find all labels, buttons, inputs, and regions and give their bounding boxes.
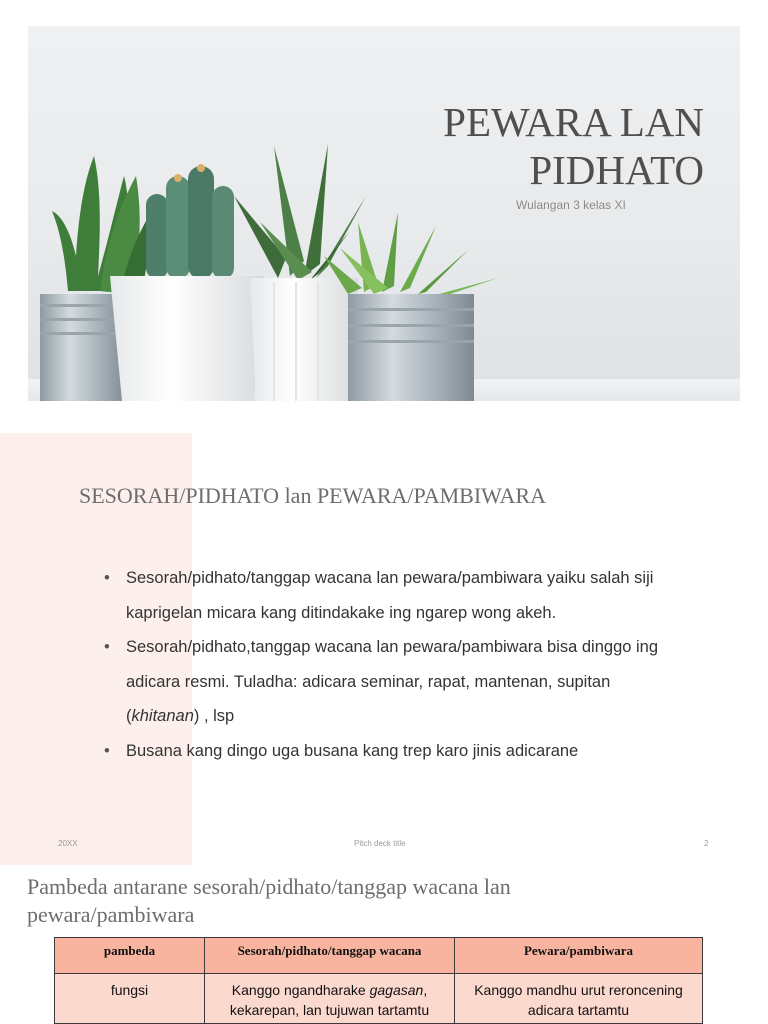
- table-header-cell: pambeda: [55, 938, 205, 974]
- bullet-item: [104, 734, 684, 769]
- bullet-italic-text: khitanan: [131, 707, 194, 725]
- content-slide: [0, 433, 768, 865]
- slide-title: [443, 98, 704, 194]
- table-cell: Kanggo mandhu urut reroncening adicara tartamtu: [455, 974, 703, 1024]
- slide-heading: Pambeda antarane sesorah/pidhato/tanggap wacana lan pewara/pambiwara: [27, 874, 511, 927]
- cactus-plant-2: [146, 164, 234, 279]
- aloe-plant: [234, 144, 366, 280]
- cell-italic-text: gagasan: [369, 982, 424, 998]
- cactus-plant-1: [52, 156, 148, 296]
- table-cell: [205, 974, 455, 1024]
- footer-page-number: 2: [704, 839, 709, 848]
- bullet-text-after: ) , lsp: [193, 707, 235, 725]
- bullet-item: [104, 561, 684, 630]
- slide-title-line-2: PIDHATO: [529, 147, 704, 193]
- table-cell: fungsi: [55, 974, 205, 1024]
- table-row: [55, 974, 703, 1024]
- table-slide: [0, 865, 768, 1024]
- bullet-list: [104, 561, 684, 768]
- slide-subtitle: Wulangan 3 kelas XI: [516, 198, 626, 212]
- footer-deck-title: Pitch deck title: [354, 839, 406, 848]
- table-header-cell: Sesorah/pidhato/tanggap wacana: [205, 938, 455, 974]
- slide-heading: SESORAH/PIDHATO lan PEWARA/PAMBIWARA: [79, 483, 546, 508]
- bullet-text: Busana kang dingo uga busana kang trep karo jinis adicarane: [126, 741, 579, 760]
- title-slide: [28, 26, 740, 401]
- bullet-text: Sesorah/pidhato,tanggap wacana lan pewara/pambiwara bisa dinggo ing adicara resmi. Tuladha: adicara seminar, rapat, mantenan, supitan (: [126, 638, 659, 725]
- table-header-row: [55, 938, 703, 974]
- white-pot-1: [110, 276, 264, 401]
- table-header-cell: Pewara/pambiwara: [455, 938, 703, 974]
- comparison-table: [54, 937, 703, 1024]
- footer-date: 20XX: [58, 839, 78, 848]
- bullet-item: [104, 630, 684, 734]
- metal-pot-1: [40, 294, 126, 401]
- cell-text-after: , kekarepan, lan tujuwan tartamtu: [229, 982, 430, 1018]
- slide-title-line-1: PEWARA LAN: [443, 99, 704, 145]
- bullet-text: Sesorah/pidhato/tanggap wacana lan pewara/pambiwara yaiku salah siji kaprigelan micara kang ditindakake ing ngarep wong akeh.: [126, 569, 654, 622]
- cell-text: Kanggo ngandharake: [231, 982, 370, 998]
- white-pot-2: [250, 278, 358, 401]
- potted-cactus-plants-image: [28, 26, 548, 401]
